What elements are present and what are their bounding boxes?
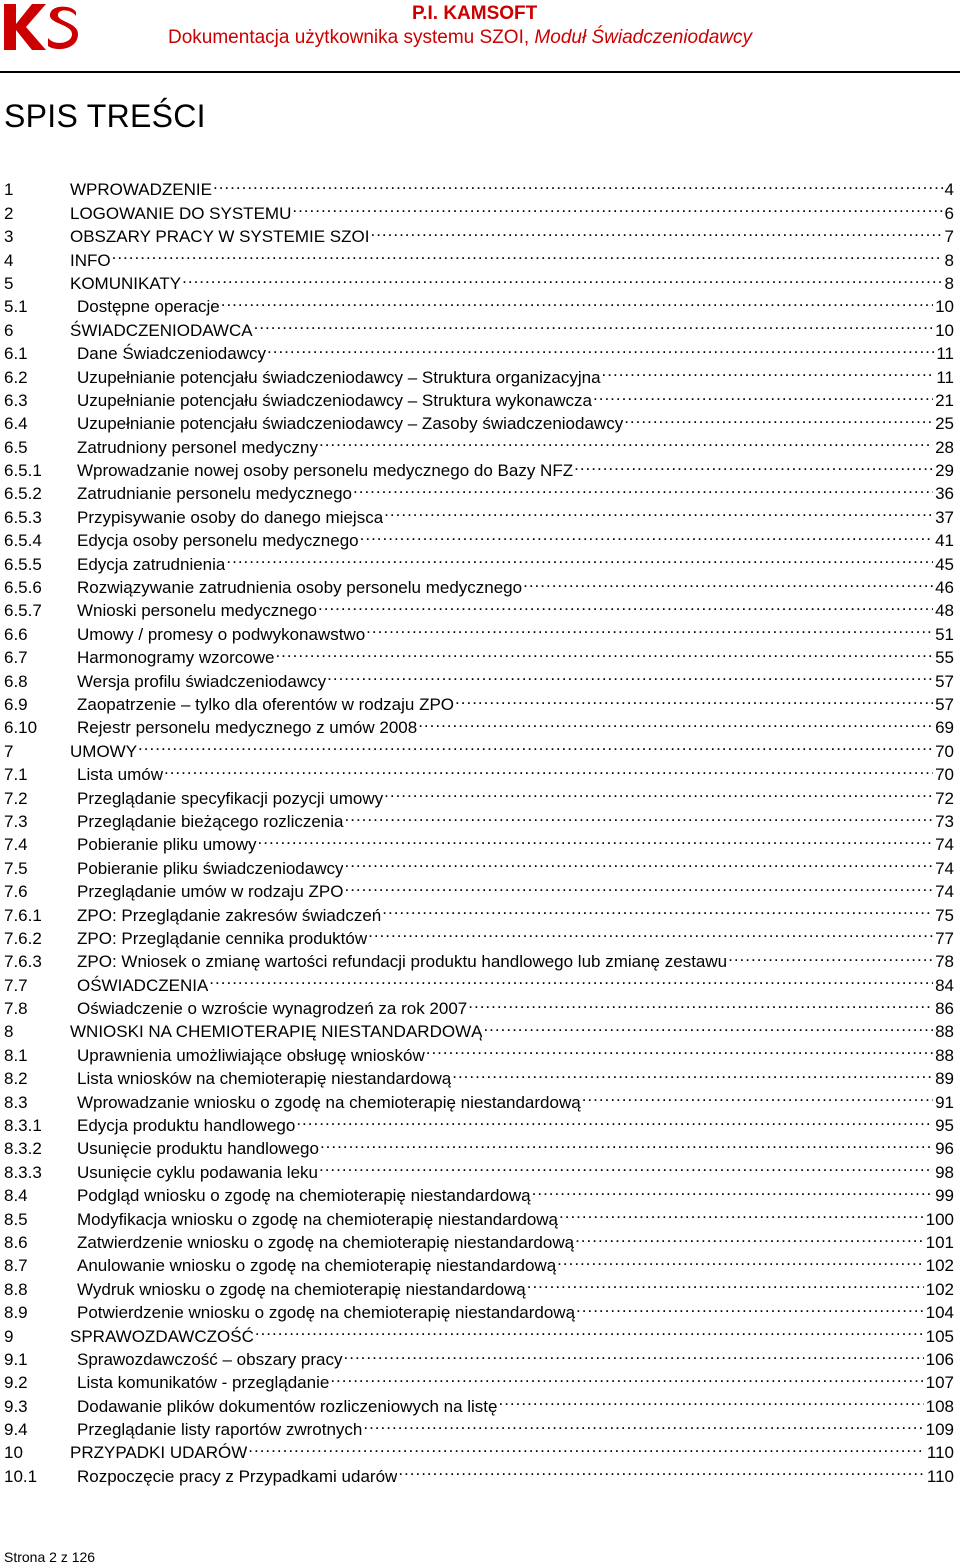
page-footer: Strona 2 z 126 (4, 1549, 96, 1565)
toc-entry-title: Sprawozdawczość – obszary pracy (77, 1349, 343, 1369)
toc-dot-leader (728, 944, 933, 967)
toc-entry-page: 6 (944, 203, 954, 223)
toc-entry-page: 101 (925, 1232, 954, 1252)
toc-entry-number: 8.4 (4, 1186, 28, 1206)
toc-entry-title: Edycja osoby personelu medycznego (77, 531, 359, 551)
toc-dot-leader (624, 406, 933, 429)
toc-entry-page: 104 (925, 1303, 954, 1323)
toc-entry-title: Zatrudnianie personelu medycznego (77, 484, 353, 504)
toc-entry-number: 7.4 (4, 835, 28, 855)
toc-dot-leader (575, 1225, 924, 1248)
toc-dot-leader (574, 453, 933, 476)
toc-entry-title: Oświadczenie o wzroście wynagrodzeń za rok 2007 (77, 999, 468, 1019)
toc-dot-leader (557, 1248, 923, 1271)
toc-entry-number: 7.6.1 (4, 905, 42, 925)
toc-entry-title: OBSZARY PRACY W SYSTEMIE SZOI (70, 227, 370, 247)
toc-entry-title: Uzupełnianie potencjału świadczeniodawcy – Struktura organizacyjna (77, 367, 601, 387)
toc-entry-number: 6 (4, 320, 14, 340)
page-header (0, 0, 960, 74)
toc-entry-page: 110 (926, 1443, 954, 1463)
toc-entry-page: 7 (944, 227, 954, 247)
toc-dot-leader (344, 874, 933, 897)
toc-entry-title: Dane Świadczeniodawcy (77, 344, 266, 364)
toc-dot-leader (559, 1201, 924, 1224)
toc-entry-title: PRZYPADKI UDARÓW (70, 1443, 248, 1463)
toc-entry-page: 69 (935, 718, 954, 738)
toc-entry-number: 7.8 (4, 999, 28, 1019)
toc-heading: SPIS TREŚCI (4, 98, 206, 134)
toc-entry-title: Edycja zatrudnienia (77, 554, 226, 574)
toc-entry-page: 106 (925, 1349, 954, 1369)
toc-entry-page: 25 (935, 414, 954, 434)
toc-dot-leader (292, 195, 942, 218)
toc-entry-title: Harmonogramy wzorcowe (77, 648, 275, 668)
toc-dot-leader (418, 710, 933, 733)
toc-entry-title: Lista wniosków na chemioterapię niestandardową (77, 1069, 452, 1089)
toc-dot-leader (209, 967, 933, 990)
toc-entry-page: 48 (935, 601, 954, 621)
toc-entry-title: OŚWIADCZENIA (77, 975, 209, 995)
toc-entry-page: 73 (935, 811, 954, 831)
toc-entry[interactable] (4, 242, 954, 270)
toc-entry-number: 6.9 (4, 694, 28, 714)
toc-entry-page: 86 (935, 999, 954, 1019)
toc-entry-page: 46 (935, 578, 954, 598)
toc-entry-page: 95 (935, 1116, 954, 1136)
toc-entry-number: 8.1 (4, 1045, 28, 1065)
toc-entry-number: 8.6 (4, 1232, 28, 1252)
toc-entry-number: 6.5 (4, 437, 28, 457)
toc-entry-page: 75 (935, 905, 954, 925)
toc-entry-title: Edycja produktu handlowego (77, 1116, 296, 1136)
toc-entry-page: 100 (925, 1209, 954, 1229)
toc-entry-title: Uzupełnianie potencjału świadczeniodawcy – Struktura wykonawcza (77, 390, 592, 410)
toc-dot-leader (382, 897, 933, 920)
toc-entry-title: ZPO: Przeglądanie cennika produktów (77, 928, 368, 948)
toc-dot-leader (576, 1295, 924, 1318)
toc-entry-page: 96 (935, 1139, 954, 1159)
toc-entry-title: Pobieranie pliku umowy (77, 835, 257, 855)
header-divider (0, 71, 960, 73)
toc-entry-number: 7.1 (4, 765, 28, 785)
toc-entry-number: 7.7 (4, 975, 28, 995)
kamsoft-logo (2, 2, 78, 52)
toc-entry-page: 78 (935, 952, 954, 972)
toc-entry-title: Zatwierdzenie wniosku o zgodę na chemioterapię niestandardową (77, 1232, 575, 1252)
toc-dot-leader (360, 523, 933, 546)
toc-entry-title: LOGOWANIE DO SYSTEMU (70, 203, 292, 223)
toc-entry-page: 84 (935, 975, 954, 995)
toc-dot-leader (602, 359, 935, 382)
toc-entry-page: 89 (935, 1069, 954, 1089)
toc-dot-leader (318, 593, 933, 616)
toc-entry-page: 8 (944, 273, 954, 293)
toc-dot-leader (384, 499, 933, 522)
table-of-contents (4, 172, 954, 1486)
toc-entry-number: 8.3.1 (4, 1116, 42, 1136)
toc-entry-number: 6.4 (4, 414, 28, 434)
toc-entry-title: Uzupełnianie potencjału świadczeniodawcy – Zasoby świadczeniodawcy (77, 414, 624, 434)
toc-entry-page: 57 (935, 694, 954, 714)
toc-entry-number: 8.5 (4, 1209, 28, 1229)
toc-dot-leader (582, 1084, 933, 1107)
toc-dot-leader (455, 687, 933, 710)
toc-entry-number: 6.1 (4, 344, 28, 364)
toc-entry-title: Usunięcie produktu handlowego (77, 1139, 319, 1159)
toc-dot-leader (353, 476, 933, 499)
toc-entry-number: 5 (4, 273, 14, 293)
toc-entry-page: 8 (944, 250, 954, 270)
toc-dot-leader (255, 1318, 924, 1341)
toc-entry-number: 6.7 (4, 648, 28, 668)
toc-entry-number: 6.5.3 (4, 507, 42, 527)
toc-entry-number: 4 (4, 250, 14, 270)
toc-entry-number: 8.7 (4, 1256, 28, 1276)
toc-entry-page: 11 (936, 344, 954, 364)
toc-entry-number: 9.3 (4, 1396, 28, 1416)
toc-dot-leader (248, 1435, 925, 1458)
toc-dot-leader (368, 921, 933, 944)
toc-entry-title: Podgląd wniosku o zgodę na chemioterapię niestandardową (77, 1186, 531, 1206)
toc-entry-title: Pobieranie pliku świadczeniodawcy (77, 858, 344, 878)
toc-dot-leader (483, 1014, 933, 1037)
toc-entry-page: 70 (935, 765, 954, 785)
toc-entry-title: UMOWY (70, 741, 138, 761)
toc-entry-title: ŚWIADCZENIODAWCA (70, 320, 253, 340)
toc-entry-page: 11 (936, 367, 954, 387)
toc-entry-number: 9 (4, 1326, 14, 1346)
toc-entry[interactable] (4, 172, 954, 200)
toc-entry-page: 110 (926, 1466, 954, 1486)
toc-entry-title: Wprowadzanie nowej osoby personelu medycznego do Bazy NFZ (77, 461, 574, 481)
toc-entry-page: 74 (935, 858, 954, 878)
toc-entry-title: INFO (70, 250, 111, 270)
toc-entry-title: Rozwiązywanie zatrudnienia osoby personelu medycznego (77, 578, 523, 598)
toc-entry-page: 108 (925, 1396, 954, 1416)
toc-entry-title: Wprowadzanie wniosku o zgodę na chemioterapię niestandardową (77, 1092, 581, 1112)
toc-entry-page: 102 (925, 1256, 954, 1276)
toc-dot-leader (327, 663, 933, 686)
toc-entry-page: 105 (925, 1326, 954, 1346)
toc-entry-number: 7.5 (4, 858, 28, 878)
toc-entry-page: 98 (935, 1162, 954, 1182)
toc-entry-title: Potwierdzenie wniosku o zgodę na chemioterapię niestandardową (77, 1303, 576, 1323)
toc-entry-number: 6.5.2 (4, 484, 42, 504)
toc-dot-leader (366, 616, 933, 639)
toc-dot-leader (498, 1388, 923, 1411)
toc-entry-number: 9.1 (4, 1349, 28, 1369)
toc-entry-number: 6.3 (4, 390, 28, 410)
toc-dot-leader (345, 804, 934, 827)
toc-entry-number: 6.8 (4, 671, 28, 691)
toc-entry-page: 88 (935, 1045, 954, 1065)
toc-entry-number: 6.5.6 (4, 578, 42, 598)
toc-entry-title: Przeglądanie umów w rodzaju ZPO (77, 882, 344, 902)
toc-entry-page: 41 (935, 531, 954, 551)
toc-entry[interactable] (4, 757, 954, 785)
toc-entry[interactable] (4, 266, 954, 293)
toc-dot-leader (532, 1178, 933, 1201)
toc-entry-title: Lista umów (77, 765, 163, 785)
toc-entry-page: 28 (935, 437, 954, 457)
toc-entry-number: 6.5.5 (4, 554, 42, 574)
toc-entry-number: 6.5.1 (4, 461, 42, 481)
toc-dot-leader (468, 991, 933, 1014)
toc-dot-leader (319, 429, 933, 452)
toc-entry-page: 45 (935, 554, 954, 574)
toc-entry-page: 21 (935, 390, 954, 410)
toc-entry-title: Anulowanie wniosku o zgodę na chemioterapię niestandardową (77, 1256, 557, 1276)
toc-dot-leader (319, 1154, 933, 1177)
toc-entry-page: 55 (935, 648, 954, 668)
toc-entry-title: Zaopatrzenie – tylko dla oferentów w rodzaju ZPO (77, 694, 455, 714)
toc-entry-number: 8.3.3 (4, 1162, 42, 1182)
toc-entry-title: Wydruk wniosku o zgodę na chemioterapię niestandardową (77, 1279, 526, 1299)
toc-dot-leader (275, 640, 933, 663)
toc-dot-leader (296, 1108, 933, 1131)
toc-dot-leader (344, 850, 933, 873)
toc-dot-leader (363, 1412, 923, 1435)
toc-entry-page: 91 (935, 1092, 954, 1112)
toc-dot-leader (523, 570, 933, 593)
toc-entry-page: 36 (935, 484, 954, 504)
toc-entry-number: 7.3 (4, 811, 28, 831)
toc-dot-leader (213, 172, 943, 195)
toc-entry-number: 6.2 (4, 367, 28, 387)
toc-entry-title: ZPO: Przeglądanie zakresów świadczeń (77, 905, 382, 925)
toc-entry-number: 8.8 (4, 1279, 28, 1299)
toc-dot-leader (370, 219, 942, 242)
toc-dot-leader (254, 312, 933, 335)
toc-entry-number: 8.3.2 (4, 1139, 42, 1159)
toc-entry-page: 88 (935, 1022, 954, 1042)
toc-entry-page: 107 (925, 1373, 954, 1393)
toc-entry-title: Umowy / promesy o podwykonawstwo (77, 624, 366, 644)
toc-dot-leader (221, 289, 933, 312)
toc-entry-number: 10.1 (4, 1466, 38, 1486)
toc-entry-number: 9.4 (4, 1420, 28, 1440)
toc-entry-title: Dostępne operacje (77, 297, 220, 317)
toc-entry-page: 29 (935, 461, 954, 481)
toc-entry-page: 77 (935, 928, 954, 948)
toc-entry-number: 2 (4, 203, 14, 223)
toc-dot-leader (112, 242, 943, 265)
toc-entry-title: KOMUNIKATY (70, 273, 182, 293)
toc-entry-page: 70 (935, 741, 954, 761)
toc-dot-leader (527, 1271, 924, 1294)
toc-entry-page: 74 (935, 882, 954, 902)
toc-entry-title: Zatrudniony personel medyczny (77, 437, 318, 457)
toc-entry-title: Przeglądanie specyfikacji pozycji umowy (77, 788, 384, 808)
toc-entry-page: 37 (935, 507, 954, 527)
toc-dot-leader (452, 1061, 933, 1084)
toc-entry-title: Przeglądanie listy raportów zwrotnych (77, 1420, 363, 1440)
toc-dot-leader (593, 383, 933, 406)
document-title-module: Moduł Świadczeniodawcy (534, 27, 752, 48)
toc-entry-number: 6.5.4 (4, 531, 42, 551)
toc-entry-number: 6.6 (4, 624, 28, 644)
toc-entry-page: 109 (925, 1420, 954, 1440)
toc-entry-title: Lista komunikatów - przeglądanie (77, 1373, 330, 1393)
toc-dot-leader (258, 827, 934, 850)
toc-entry-page: 4 (944, 180, 954, 200)
toc-dot-leader (164, 757, 933, 780)
toc-entry-title: WPROWADZENIE (70, 180, 212, 200)
toc-entry-page: 10 (935, 297, 954, 317)
toc-entry-title: Przypisywanie osoby do danego miejsca (77, 507, 384, 527)
toc-dot-leader (320, 1131, 933, 1154)
toc-entry-number: 7.2 (4, 788, 28, 808)
toc-entry-title: Usunięcie cyklu podawania leku (77, 1162, 318, 1182)
toc-dot-leader (426, 1037, 933, 1060)
toc-entry-number: 5.1 (4, 297, 28, 317)
toc-entry-number: 8.2 (4, 1069, 28, 1089)
toc-entry-number: 10 (4, 1443, 23, 1463)
toc-entry-title: Modyfikacja wniosku o zgodę na chemioterapię niestandardową (77, 1209, 559, 1229)
toc-entry-number: 7.6.2 (4, 928, 42, 948)
toc-entry-title: ZPO: Wniosek o zmianę wartości refundacji produktu handlowego lub zmianę zestawu (77, 952, 728, 972)
toc-dot-leader (344, 1342, 924, 1365)
toc-entry-page: 99 (935, 1186, 954, 1206)
toc-entry-page: 102 (925, 1279, 954, 1299)
toc-dot-leader (330, 1365, 923, 1388)
toc-entry-number: 7 (4, 741, 14, 761)
toc-dot-leader (138, 733, 933, 756)
toc-entry-page: 74 (935, 835, 954, 855)
toc-entry-number: 3 (4, 227, 14, 247)
toc-dot-leader (182, 266, 942, 289)
toc-entry-number: 1 (4, 180, 14, 200)
document-title-prefix: Dokumentacja użytkownika systemu SZOI, (168, 27, 535, 48)
document-title (168, 27, 752, 49)
toc-entry-title: Uprawnienia umożliwiające obsługę wniosków (77, 1045, 425, 1065)
toc-entry-page: 72 (935, 788, 954, 808)
toc-entry[interactable] (4, 733, 954, 761)
toc-entry-title: Rejestr personelu medycznego z umów 2008 (77, 718, 418, 738)
company-name: P.I. KAMSOFT (412, 3, 538, 24)
toc-dot-leader (384, 780, 933, 803)
toc-entry-number: 8 (4, 1022, 14, 1042)
toc-dot-leader (267, 336, 934, 359)
toc-entry-title: WNIOSKI NA CHEMIOTERAPIĘ NIESTANDARDOWĄ (70, 1022, 483, 1042)
toc-dot-leader (398, 1458, 925, 1481)
toc-entry-number: 7.6 (4, 882, 28, 902)
toc-entry-title: Wersja profilu świadczeniodawcy (77, 671, 327, 691)
toc-entry-title: Dodawanie plików dokumentów rozliczeniowych na listę (77, 1396, 498, 1416)
toc-entry-number: 6.5.7 (4, 601, 42, 621)
toc-entry-title: Wnioski personelu medycznego (77, 601, 318, 621)
toc-entry-number: 7.6.3 (4, 952, 42, 972)
toc-entry-page: 10 (935, 320, 954, 340)
toc-entry-title: Rozpoczęcie pracy z Przypadkami udarów (77, 1466, 398, 1486)
toc-entry-title: SPRAWOZDAWCZOŚĆ (70, 1326, 254, 1346)
toc-entry-number: 8.3 (4, 1092, 28, 1112)
toc-entry-number: 9.2 (4, 1373, 28, 1393)
toc-entry-title: Przeglądanie bieżącego rozliczenia (77, 811, 344, 831)
toc-entry-page: 51 (935, 624, 954, 644)
toc-entry-number: 8.9 (4, 1303, 28, 1323)
toc-dot-leader (226, 546, 933, 569)
toc-entry-number: 6.10 (4, 718, 38, 738)
toc-entry-page: 57 (935, 671, 954, 691)
